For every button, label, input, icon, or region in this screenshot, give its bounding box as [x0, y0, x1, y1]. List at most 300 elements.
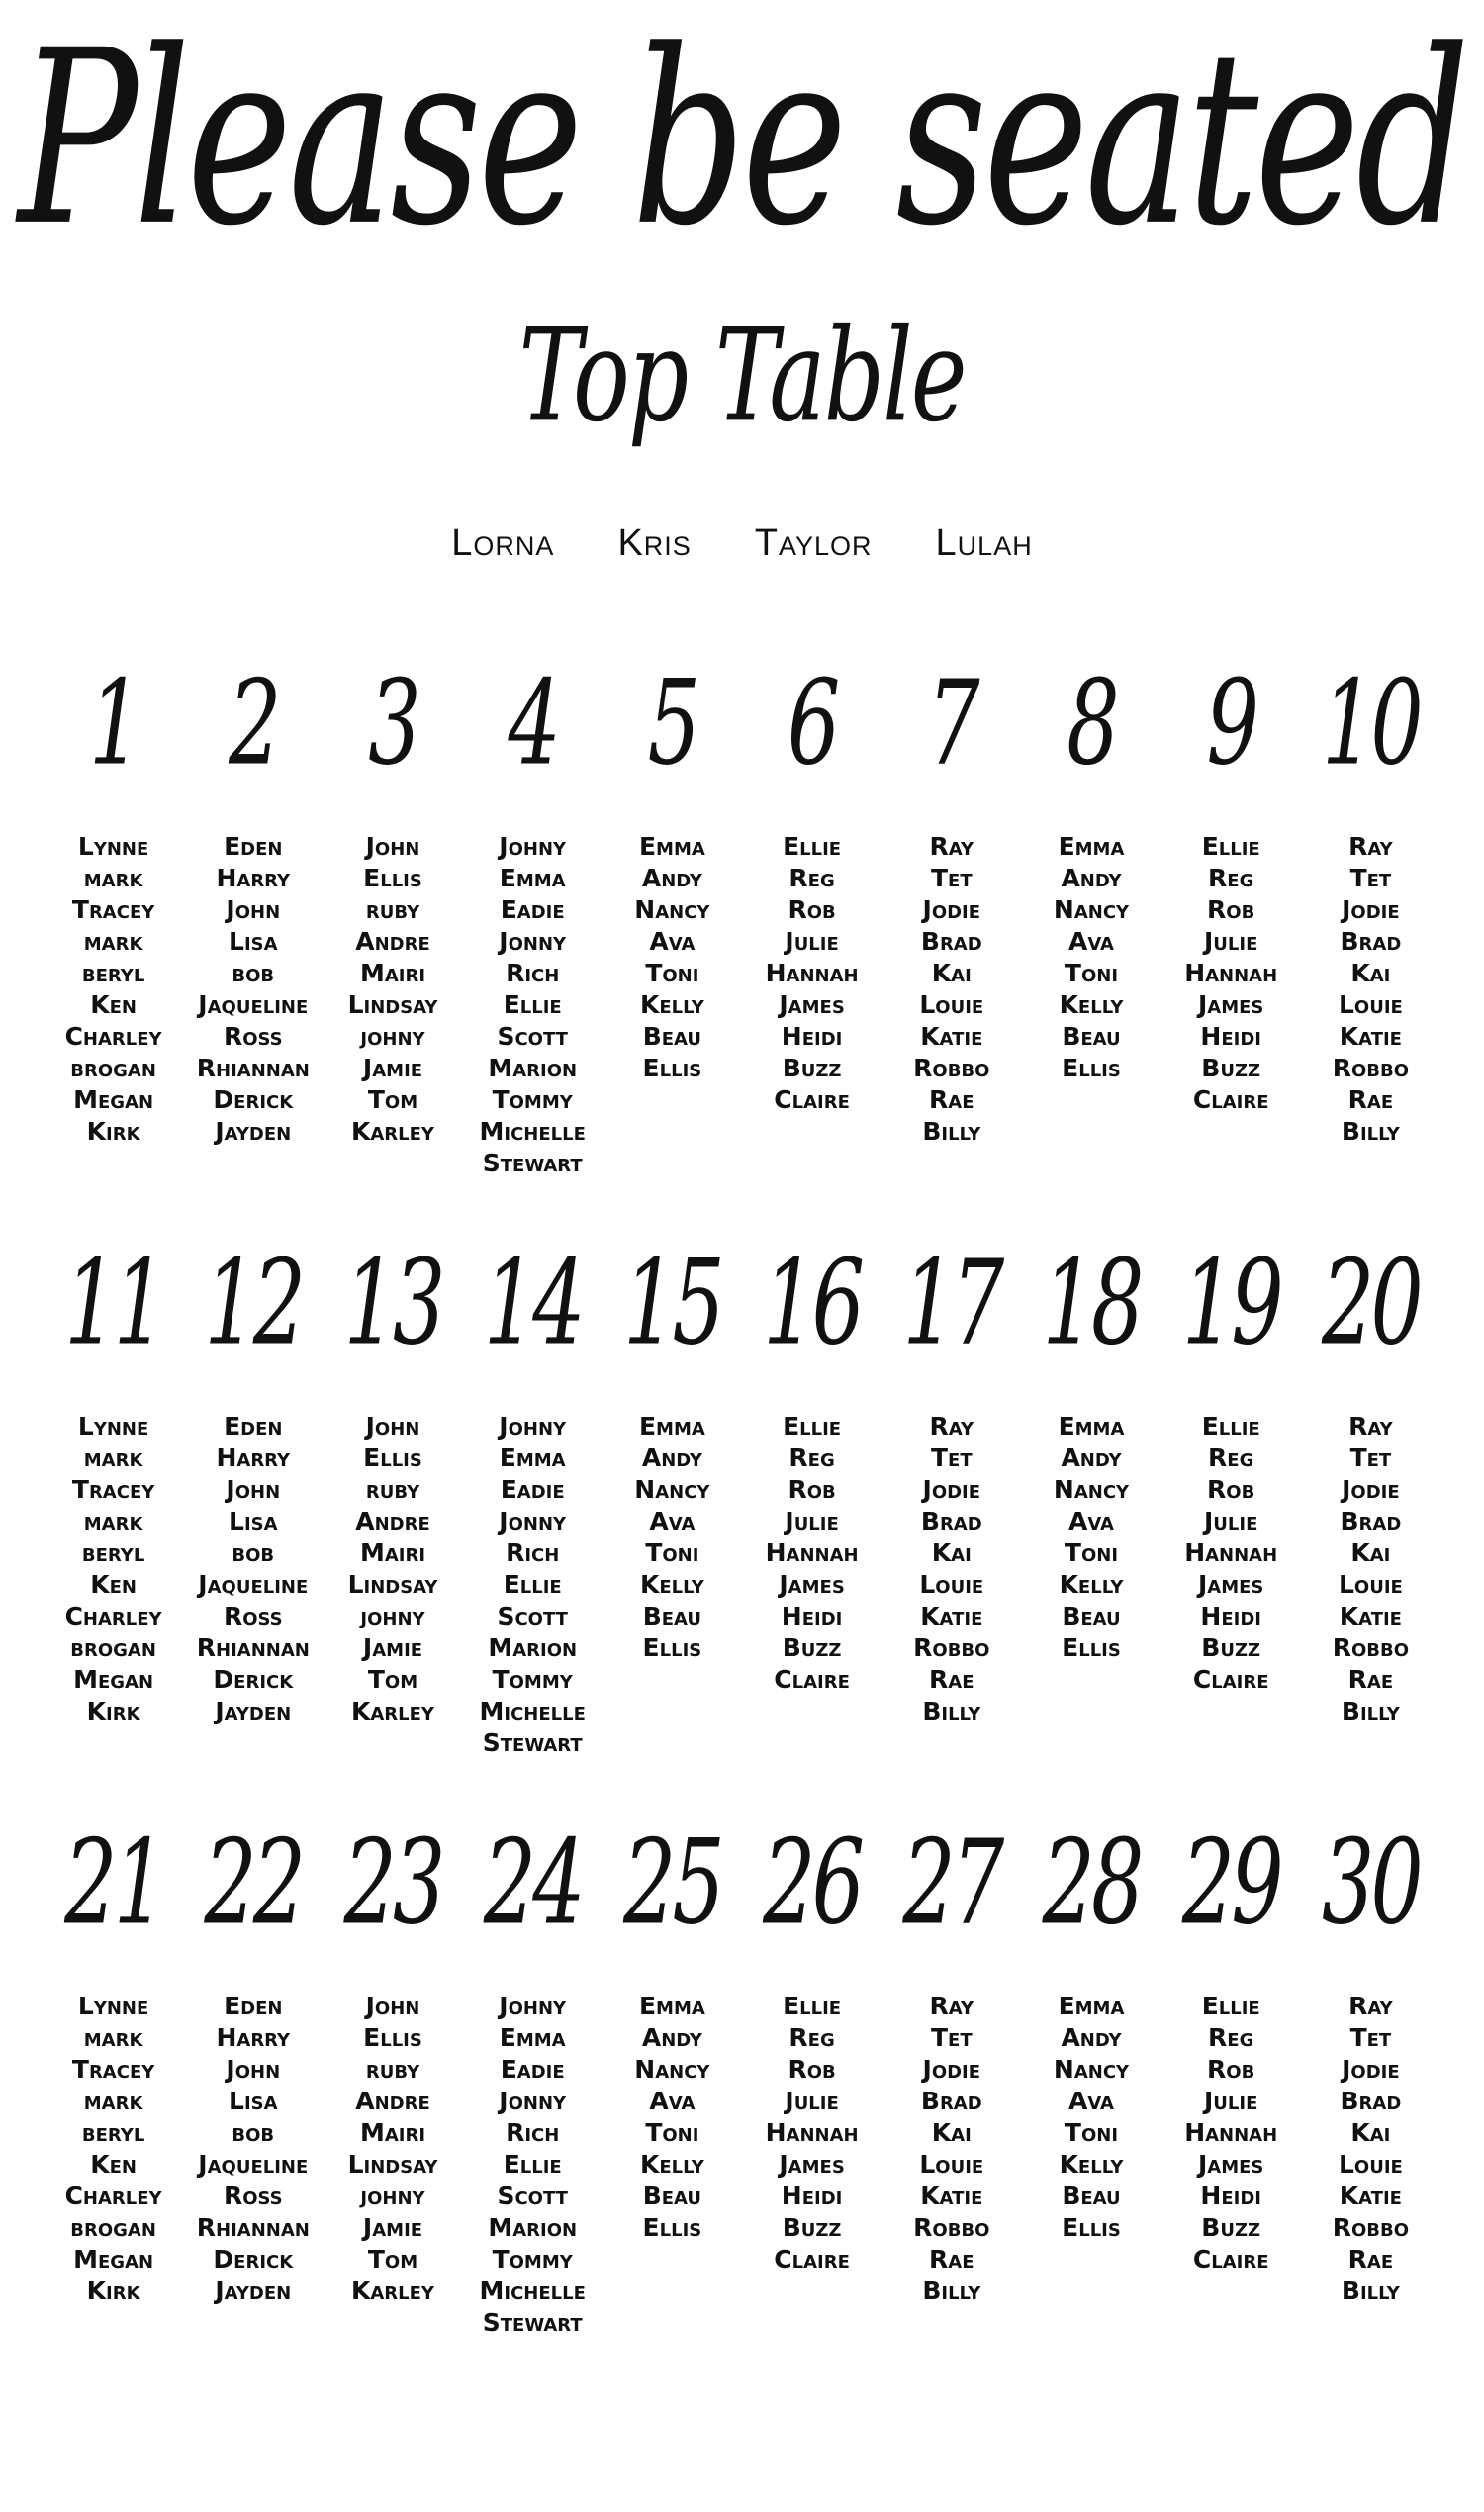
guest-name: Kai — [931, 959, 972, 987]
guest-name: Emma — [1058, 1992, 1125, 2020]
guest-name: johny — [360, 2182, 425, 2210]
guest-name: Robbo — [1332, 1054, 1410, 1082]
table-number: 10 — [1321, 655, 1420, 791]
guest-name: Lynne — [77, 1412, 149, 1441]
guest-name: Billy — [1341, 1117, 1400, 1146]
guest-name: Rhiannan — [196, 1054, 310, 1082]
guest-name: Robbo — [1332, 2213, 1410, 2242]
guest-name: Billy — [922, 1697, 981, 1725]
guest-name: Jodie — [1342, 1475, 1400, 1504]
guest-name: Eden — [224, 1992, 283, 2020]
guest-name: Lynne — [77, 832, 149, 861]
guest-name: Emma — [499, 864, 566, 892]
guest-list — [463, 831, 603, 1179]
guest-name: Brad — [920, 2087, 982, 2115]
guest-name: Reg — [1208, 864, 1254, 892]
guest-name: Toni — [1064, 1538, 1119, 1567]
guest-name: Rich — [506, 1538, 560, 1567]
guest-name: Michelle — [479, 1697, 586, 1725]
table-column — [183, 1793, 323, 2372]
table-number: 9 — [1206, 655, 1255, 791]
table-column — [1161, 1213, 1301, 1793]
guest-name: Andre — [355, 2087, 430, 2115]
guest-name: Andy — [641, 864, 702, 892]
guest-name: Reg — [788, 864, 835, 892]
table-column — [1301, 1793, 1440, 2372]
guest-name: Hannah — [1184, 1538, 1278, 1567]
table-number: 18 — [1042, 1235, 1141, 1371]
guest-name: Heidi — [1200, 2182, 1261, 2210]
guest-name: Ellis — [642, 1054, 702, 1082]
guest-name: Claire — [1192, 1665, 1269, 1694]
guest-name: Lynne — [77, 1992, 149, 2020]
guest-list — [1301, 831, 1440, 1148]
guest-name: Hannah — [765, 959, 859, 987]
guest-name: Buzz — [782, 2213, 842, 2242]
guest-name: Robbo — [1332, 1633, 1410, 1662]
guest-name: Heidi — [781, 2182, 843, 2210]
top-table-names — [0, 522, 1484, 565]
table-number: 14 — [483, 1235, 582, 1371]
guest-name: Jamie — [362, 1633, 423, 1662]
guest-name: Johny — [499, 832, 567, 861]
table-number: 30 — [1321, 1814, 1420, 1951]
guest-name: Kirk — [86, 2277, 140, 2305]
guest-list — [44, 1411, 183, 1727]
guest-name: Julie — [1204, 927, 1258, 956]
guest-name: Rae — [929, 1665, 974, 1694]
guest-name: mark — [83, 2023, 143, 2052]
guest-name: Ray — [929, 1992, 974, 2020]
guest-name: Ellis — [1062, 1054, 1121, 1082]
guest-name: Toni — [1064, 2118, 1119, 2147]
guest-name: bob — [232, 959, 275, 987]
guest-name: Harry — [216, 2023, 291, 2052]
guest-name: Nancy — [634, 1475, 710, 1504]
guest-name: James — [779, 2150, 845, 2179]
guest-name: Jodie — [1342, 895, 1400, 924]
guest-name: Emma — [638, 832, 705, 861]
guest-name: Claire — [774, 2245, 850, 2274]
guest-list — [1161, 1991, 1301, 2276]
guest-name: Toni — [1064, 959, 1119, 987]
guest-list — [881, 1411, 1021, 1727]
table-number: 17 — [902, 1235, 1001, 1371]
guest-name: beryl — [81, 2118, 145, 2147]
guest-name: Brad — [920, 1507, 982, 1535]
guest-name: beryl — [81, 959, 145, 987]
guest-list — [1301, 1991, 1440, 2307]
guest-name: Kelly — [1059, 2150, 1124, 2179]
guest-list — [742, 1991, 881, 2276]
guest-name: Ken — [90, 990, 137, 1019]
guest-list — [1161, 1411, 1301, 1696]
guest-name: Derick — [213, 1085, 294, 1114]
guest-name: Jonny — [499, 927, 567, 956]
guest-name: Emma — [499, 2023, 566, 2052]
guest-list — [183, 831, 323, 1148]
guest-name: Toni — [645, 1538, 699, 1567]
seating-grid — [44, 633, 1440, 2372]
table-number: 28 — [1042, 1814, 1141, 1951]
guest-name: Ellie — [1201, 1412, 1260, 1441]
guest-name: Ellie — [503, 1570, 562, 1599]
guest-list — [881, 831, 1021, 1148]
guest-name: Katie — [920, 2182, 983, 2210]
table-column — [1021, 1213, 1160, 1793]
table-column — [1301, 1213, 1440, 1793]
table-number: 13 — [343, 1235, 442, 1371]
guest-name: John — [226, 1475, 281, 1504]
guest-name: Tet — [930, 1443, 973, 1472]
guest-name: Julie — [1204, 1507, 1258, 1535]
guest-name: Tet — [930, 2023, 973, 2052]
top-table-name: Kris — [617, 522, 692, 564]
guest-name: Kirk — [86, 1117, 140, 1146]
table-number: 20 — [1321, 1235, 1420, 1371]
guest-name: Beau — [642, 1022, 702, 1051]
guest-name: Nancy — [634, 2055, 710, 2084]
guest-name: brogan — [70, 2213, 156, 2242]
guest-list — [742, 1411, 881, 1696]
table-number: 27 — [902, 1814, 1001, 1951]
guest-name: Ellis — [1062, 1633, 1121, 1662]
guest-name: Jonny — [499, 2087, 567, 2115]
table-column — [603, 633, 742, 1213]
guest-name: Andre — [355, 927, 430, 956]
guest-list — [183, 1411, 323, 1727]
guest-name: Karley — [351, 2277, 434, 2305]
guest-name: Johny — [499, 1992, 567, 2020]
guest-name: John — [365, 832, 420, 861]
guest-name: johny — [360, 1022, 425, 1051]
guest-list — [1021, 1411, 1160, 1664]
guest-name: Brad — [1340, 927, 1402, 956]
guest-name: Toni — [645, 2118, 699, 2147]
guest-name: Ellie — [1201, 1992, 1260, 2020]
table-number: 22 — [204, 1814, 303, 1951]
guest-name: Rob — [788, 2055, 836, 2084]
table-number: 26 — [763, 1814, 862, 1951]
guest-name: Robbo — [913, 1054, 990, 1082]
guest-name: Heidi — [781, 1022, 843, 1051]
guest-name: Michelle — [479, 1117, 586, 1146]
guest-name: Heidi — [781, 1602, 843, 1630]
guest-name: Louie — [1338, 1570, 1403, 1599]
guest-name: Kai — [931, 1538, 972, 1567]
guest-name: Eadie — [500, 1475, 565, 1504]
table-column — [463, 1213, 603, 1793]
guest-list — [323, 831, 462, 1148]
guest-name: Ava — [649, 927, 696, 956]
guest-name: Heidi — [1200, 1022, 1261, 1051]
table-number: 24 — [483, 1814, 582, 1951]
guest-name: Lisa — [229, 2087, 278, 2115]
table-column — [742, 1213, 881, 1793]
guest-name: Reg — [788, 1443, 835, 1472]
guest-name: Eden — [224, 1412, 283, 1441]
guest-name: Megan — [73, 1665, 154, 1694]
guest-name: Buzz — [782, 1633, 842, 1662]
guest-name: Harry — [216, 1443, 291, 1472]
guest-name: Robbo — [913, 2213, 990, 2242]
guest-name: Ellis — [1062, 2213, 1121, 2242]
guest-name: Ava — [1067, 927, 1114, 956]
guest-name: beryl — [81, 1538, 145, 1567]
guest-name: Mairi — [359, 959, 426, 987]
guest-name: Beau — [1062, 2182, 1121, 2210]
guest-name: Ava — [649, 1507, 696, 1535]
guest-list — [463, 1411, 603, 1759]
guest-name: Andy — [1061, 1443, 1122, 1472]
guest-name: Ellie — [783, 1992, 842, 2020]
guest-name: Buzz — [1201, 1054, 1261, 1082]
guest-name: Heidi — [1200, 1602, 1261, 1630]
guest-name: Claire — [1192, 2245, 1269, 2274]
guest-name: Beau — [642, 1602, 702, 1630]
table-column — [44, 1213, 183, 1793]
table-column — [603, 1793, 742, 2372]
guest-name: Kelly — [1059, 990, 1124, 1019]
guest-name: James — [779, 1570, 845, 1599]
table-column — [603, 1213, 742, 1793]
guest-name: Ellie — [503, 2150, 562, 2179]
guest-name: bob — [232, 2118, 275, 2147]
guest-name: Lisa — [229, 927, 278, 956]
guest-name: Charley — [64, 1602, 162, 1630]
guest-name: Ellis — [642, 1633, 702, 1662]
guest-name: John — [365, 1992, 420, 2020]
guest-name: Kai — [931, 2118, 972, 2147]
table-number: 21 — [64, 1814, 163, 1951]
guest-name: Andy — [641, 1443, 702, 1472]
table-column — [323, 633, 462, 1213]
guest-name: Beau — [1062, 1602, 1121, 1630]
guest-name: Reg — [1208, 1443, 1254, 1472]
table-column — [1301, 633, 1440, 1213]
guest-name: Tracey — [71, 895, 155, 924]
guest-name: Lindsay — [347, 2150, 438, 2179]
guest-name: Hannah — [1184, 2118, 1278, 2147]
guest-name: Jayden — [215, 1117, 292, 1146]
guest-name: Reg — [788, 2023, 835, 2052]
table-column — [44, 1793, 183, 2372]
guest-name: Tommy — [492, 2245, 573, 2274]
guest-name: Megan — [73, 2245, 154, 2274]
guest-name: Mairi — [359, 1538, 426, 1567]
guest-name: Hannah — [1184, 959, 1278, 987]
guest-name: James — [1197, 990, 1264, 1019]
table-number: 6 — [787, 655, 837, 791]
guest-name: Megan — [73, 1085, 154, 1114]
guest-list — [323, 1991, 462, 2307]
guest-name: Marion — [488, 1633, 578, 1662]
guest-list — [603, 831, 742, 1084]
guest-name: Rae — [929, 1085, 974, 1114]
guest-name: Reg — [1208, 2023, 1254, 2052]
guest-name: ruby — [365, 895, 420, 924]
guest-name: mark — [83, 864, 143, 892]
table-column — [1161, 633, 1301, 1213]
guest-name: Tom — [367, 1085, 418, 1114]
guest-name: Julie — [785, 927, 839, 956]
table-number: 15 — [622, 1235, 721, 1371]
guest-name: Julie — [1204, 2087, 1258, 2115]
table-number: 8 — [1067, 655, 1116, 791]
guest-list — [463, 1991, 603, 2339]
top-table-name: Lulah — [935, 522, 1033, 564]
top-table-heading: Top Table — [518, 301, 966, 451]
guest-name: Michelle — [479, 2277, 586, 2305]
guest-name: Beau — [1062, 1022, 1121, 1051]
table-number: 12 — [204, 1235, 303, 1371]
guest-name: Charley — [64, 2182, 162, 2210]
guest-name: ruby — [365, 1475, 420, 1504]
table-column — [323, 1213, 462, 1793]
guest-name: Jaqueline — [198, 2150, 309, 2179]
guest-name: Stewart — [482, 1728, 583, 1757]
guest-name: Ava — [1067, 2087, 1114, 2115]
guest-name: Lisa — [229, 1507, 278, 1535]
guest-name: Ellie — [503, 990, 562, 1019]
guest-name: Lindsay — [347, 1570, 438, 1599]
guest-list — [44, 831, 183, 1148]
guest-name: Kelly — [639, 2150, 704, 2179]
guest-list — [183, 1991, 323, 2307]
guest-name: Stewart — [482, 1149, 583, 1177]
guest-name: Eadie — [500, 2055, 565, 2084]
guest-name: Jamie — [362, 1054, 423, 1082]
guest-name: Buzz — [782, 1054, 842, 1082]
guest-name: Ellis — [642, 2213, 702, 2242]
guest-name: mark — [83, 927, 143, 956]
table-column — [323, 1793, 462, 2372]
guest-name: Derick — [213, 1665, 294, 1694]
guest-name: James — [779, 990, 845, 1019]
guest-name: Emma — [1058, 832, 1125, 861]
guest-name: Stewart — [482, 2308, 583, 2337]
guest-name: Ray — [1348, 832, 1393, 861]
guest-name: Claire — [774, 1085, 850, 1114]
guest-name: Marion — [488, 2213, 578, 2242]
guest-name: Rob — [1207, 2055, 1255, 2084]
table-column — [1161, 1793, 1301, 2372]
page-title: Please be seated — [18, 0, 1466, 279]
guest-name: Ellie — [783, 1412, 842, 1441]
guest-name: Billy — [922, 1117, 981, 1146]
guest-name: Tom — [367, 2245, 418, 2274]
guest-name: Rhiannan — [196, 2213, 310, 2242]
guest-name: Tet — [930, 864, 973, 892]
guest-name: Rob — [1207, 895, 1255, 924]
guest-list — [1161, 831, 1301, 1116]
guest-name: Katie — [920, 1022, 983, 1051]
guest-name: Louie — [919, 1570, 984, 1599]
guest-name: Billy — [1341, 2277, 1400, 2305]
table-number: 2 — [229, 655, 278, 791]
guest-name: Jayden — [215, 1697, 292, 1725]
guest-name: mark — [83, 1507, 143, 1535]
guest-name: Lindsay — [347, 990, 438, 1019]
table-column — [742, 1793, 881, 2372]
guest-name: Emma — [638, 1992, 705, 2020]
guest-name: Scott — [497, 2182, 568, 2210]
guest-list — [881, 1991, 1021, 2307]
guest-name: Buzz — [1201, 2213, 1261, 2242]
guest-name: Rae — [1347, 1665, 1394, 1694]
guest-name: Toni — [645, 959, 699, 987]
guest-name: Rich — [506, 959, 560, 987]
guest-name: John — [226, 2055, 281, 2084]
guest-name: Ken — [90, 1570, 137, 1599]
guest-name: Jonny — [499, 1507, 567, 1535]
guest-name: bob — [232, 1538, 275, 1567]
table-column — [881, 1793, 1021, 2372]
guest-name: Nancy — [1053, 1475, 1130, 1504]
table-column — [742, 633, 881, 1213]
guest-name: Jamie — [362, 2213, 423, 2242]
guest-name: Derick — [213, 2245, 294, 2274]
table-column — [881, 633, 1021, 1213]
table-column — [463, 633, 603, 1213]
table-column — [463, 1793, 603, 2372]
guest-name: Ellis — [363, 1443, 422, 1472]
guest-name: Mairi — [359, 2118, 426, 2147]
table-column — [881, 1213, 1021, 1793]
guest-name: Rhiannan — [196, 1633, 310, 1662]
guest-list — [1021, 831, 1160, 1084]
guest-name: Billy — [1341, 1697, 1400, 1725]
guest-name: mark — [83, 2087, 143, 2115]
guest-name: Claire — [774, 1665, 850, 1694]
guest-name: Tet — [1349, 864, 1392, 892]
guest-name: Tracey — [71, 1475, 155, 1504]
guest-name: Rae — [1347, 2245, 1394, 2274]
table-number: 3 — [368, 655, 417, 791]
guest-name: James — [1197, 2150, 1264, 2179]
guest-name: Ray — [1348, 1992, 1393, 2020]
guest-name: Emma — [499, 1443, 566, 1472]
guest-list — [1021, 1991, 1160, 2244]
guest-name: Katie — [920, 1602, 983, 1630]
top-table-name: Lorna — [451, 522, 555, 564]
table-number: 4 — [508, 655, 557, 791]
table-number: 19 — [1181, 1235, 1280, 1371]
table-number: 23 — [343, 1814, 442, 1951]
guest-name: Julie — [785, 1507, 839, 1535]
guest-name: Brad — [920, 927, 982, 956]
table-number: 5 — [647, 655, 697, 791]
table-column — [1021, 1793, 1160, 2372]
guest-name: Andy — [1061, 864, 1122, 892]
guest-name: Billy — [922, 2277, 981, 2305]
guest-name: Kai — [1350, 2118, 1391, 2147]
guest-name: Jaqueline — [198, 990, 309, 1019]
guest-name: Nancy — [1053, 2055, 1130, 2084]
guest-name: Jodie — [1342, 2055, 1400, 2084]
table-column — [183, 633, 323, 1213]
guest-name: Ellie — [783, 832, 842, 861]
guest-name: Harry — [216, 864, 291, 892]
guest-name: Jodie — [922, 2055, 981, 2084]
guest-name: Tet — [1349, 2023, 1392, 2052]
guest-name: Rae — [929, 2245, 974, 2274]
guest-name: Louie — [1338, 2150, 1403, 2179]
guest-name: Nancy — [634, 895, 710, 924]
guest-name: Katie — [1339, 1602, 1402, 1630]
guest-name: Jaqueline — [198, 1570, 309, 1599]
guest-name: Ross — [223, 1602, 283, 1630]
